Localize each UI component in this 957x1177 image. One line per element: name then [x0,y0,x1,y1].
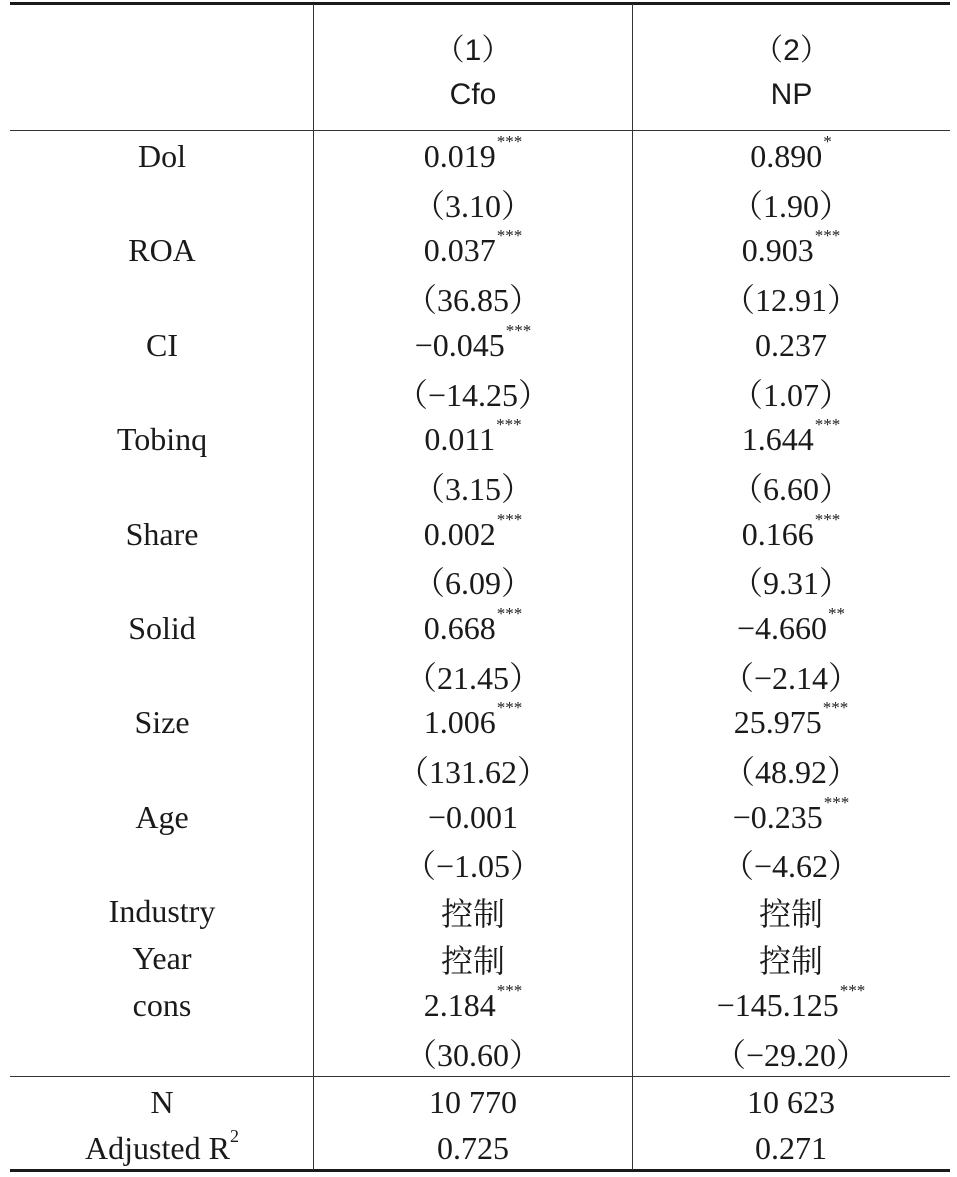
cell-col1 [314,653,632,699]
column-header-1-name: Cfo [449,78,497,111]
cell-value: （1.90） [730,187,851,224]
cell-value: （6.60） [730,470,851,507]
cell-col1 [314,370,632,416]
cell-col2 [632,603,950,647]
column-header-1-number: （1） [434,34,512,67]
cell-value: 0.668 [423,609,496,646]
cell-col2 [632,653,950,699]
table-row [10,1030,950,1077]
table-row [10,227,950,274]
row-label: N [150,1083,174,1120]
cell-value: 控制 [440,942,505,979]
cell-value: （21.45） [404,659,541,696]
cell-col1 [314,320,632,364]
row-label: Year [132,940,192,977]
table-row [10,322,950,369]
table-body [10,133,950,1077]
cell-value: （1.07） [730,376,851,413]
table-row [10,935,950,982]
cell-value: 0.890 [750,138,823,175]
significance-stars: *** [496,132,523,152]
significance-stars: *** [496,415,522,435]
table-row [10,652,950,699]
row-label: Age [135,798,189,835]
cell-value: 1.006 [423,704,496,741]
cell-col1 [314,603,632,647]
cell-value: 1.644 [741,421,814,458]
cell-value: −0.235 [732,798,823,835]
cell-value: （9.31） [730,565,851,602]
cell-col2 [632,841,950,887]
cell-col2 [632,226,950,269]
cell-col2: 0.271 [755,1129,827,1166]
table-row [10,369,950,416]
cell-col1 [314,981,632,1024]
significance-stars: *** [496,981,523,1001]
cell-col2 [632,275,950,321]
cell-col2 [632,181,950,227]
cell-value: （36.85） [404,282,541,319]
cell-value: −145.125 [716,987,839,1024]
row-label: Share [125,515,199,552]
header-rule [10,130,950,131]
significance-stars: *** [505,320,532,340]
significance-stars: *** [814,226,841,246]
row-label: Solid [128,609,196,646]
significance-stars: ** [828,603,846,623]
cell-col2 [632,936,950,982]
cell-col1 [314,181,632,227]
significance-stars: *** [839,981,866,1001]
significance-stars: *** [814,415,841,435]
cell-col2 [632,370,950,416]
cell-col2 [632,981,950,1024]
cell-value: 0.002 [423,515,496,552]
cell-value: （3.15） [412,470,533,507]
table-row [10,841,950,888]
table-row [10,463,950,510]
row-label: Size [134,704,190,741]
cell-value: （30.60） [404,1037,541,1074]
cell-value: −0.001 [427,798,519,835]
table-row [10,275,950,322]
cell-value: 2.184 [423,987,496,1024]
significance-stars: *** [496,698,523,718]
cell-col1 [314,1030,632,1076]
cell-value: −0.045 [414,326,505,363]
cell-col2 [632,509,950,553]
cell-value: 0.237 [755,326,827,363]
cell-value: （6.09） [412,565,533,602]
row-label: ROA [128,232,196,269]
column-header-1 [314,28,632,118]
significance-stars: *** [496,509,523,529]
table-row [10,180,950,227]
cell-col1: 0.725 [437,1129,509,1166]
cell-value: （12.91） [722,282,859,319]
cell-value: （48.92） [722,754,859,791]
cell-value: 控制 [758,895,823,932]
cell-col1: 10 770 [429,1083,517,1120]
cell-value: 0.011 [424,421,496,458]
cell-col2 [632,1030,950,1076]
cell-value: 0.903 [741,232,814,269]
significance-stars: *** [496,603,523,623]
cell-col2 [632,698,950,741]
cell-col2 [632,558,950,604]
cell-value: （−1.05） [403,848,543,885]
column-header-2-number: （2） [753,34,830,67]
significance-stars: *** [814,509,841,529]
cell-value: （−4.62） [721,848,861,885]
cell-col1 [314,799,632,836]
table-row [10,605,950,652]
cell-col2: 10 623 [747,1083,835,1120]
row-label: CI [146,326,178,363]
significance-stars: * [823,132,832,152]
cell-col1 [314,464,632,510]
cell-value: （−29.20） [713,1037,869,1074]
cell-col1 [314,132,632,175]
cell-col1 [314,936,632,982]
r2-label-text: Adjusted R [85,1129,230,1166]
significance-stars: *** [823,792,850,812]
table-row [10,558,950,605]
cell-col2 [632,415,950,458]
table-row [10,794,950,841]
table-row [10,888,950,935]
row-label: Industry [108,893,216,930]
cell-value: 25.975 [733,704,822,741]
cell-value: （131.62） [396,754,549,791]
cell-col1 [314,747,632,793]
cell-col1 [314,226,632,269]
table-row [10,1125,950,1171]
cell-value: −4.660 [736,609,828,646]
column-header-2-name: NP [770,78,813,111]
significance-stars: *** [822,698,849,718]
column-header-2 [633,28,950,118]
cell-value: （3.10） [412,187,533,224]
cell-col1 [314,275,632,321]
cell-col1 [314,558,632,604]
cell-col2 [632,132,950,175]
cell-col2 [632,464,950,510]
table-row [10,746,950,793]
cell-value: 0.019 [423,138,496,175]
significance-stars: *** [496,226,523,246]
cell-value: （−2.14） [721,659,861,696]
row-label: Tobinq [116,421,208,458]
cell-value: 控制 [758,942,823,979]
table-stats [10,1079,950,1171]
cell-col2 [632,792,950,836]
cell-col1 [314,509,632,553]
cell-col1 [314,698,632,741]
cell-value: 0.037 [423,232,496,269]
table-row [10,511,950,558]
cell-col1 [314,415,632,458]
cell-value: 控制 [440,895,505,932]
table-row [10,982,950,1029]
table-row [10,416,950,463]
row-label [10,1125,314,1167]
top-rule [10,2,950,5]
cell-col2 [632,889,950,935]
row-label: cons [132,987,192,1024]
cell-col2 [632,747,950,793]
table-row [10,1079,950,1125]
table-row [10,133,950,180]
cell-col1 [314,889,632,935]
row-label: Dol [138,138,186,175]
cell-value: 0.166 [741,515,814,552]
r2-superscript: 2 [229,1125,239,1146]
cell-value: （−14.25） [395,376,551,413]
table-row [10,699,950,746]
cell-col2 [632,327,950,364]
cell-col1 [314,841,632,887]
